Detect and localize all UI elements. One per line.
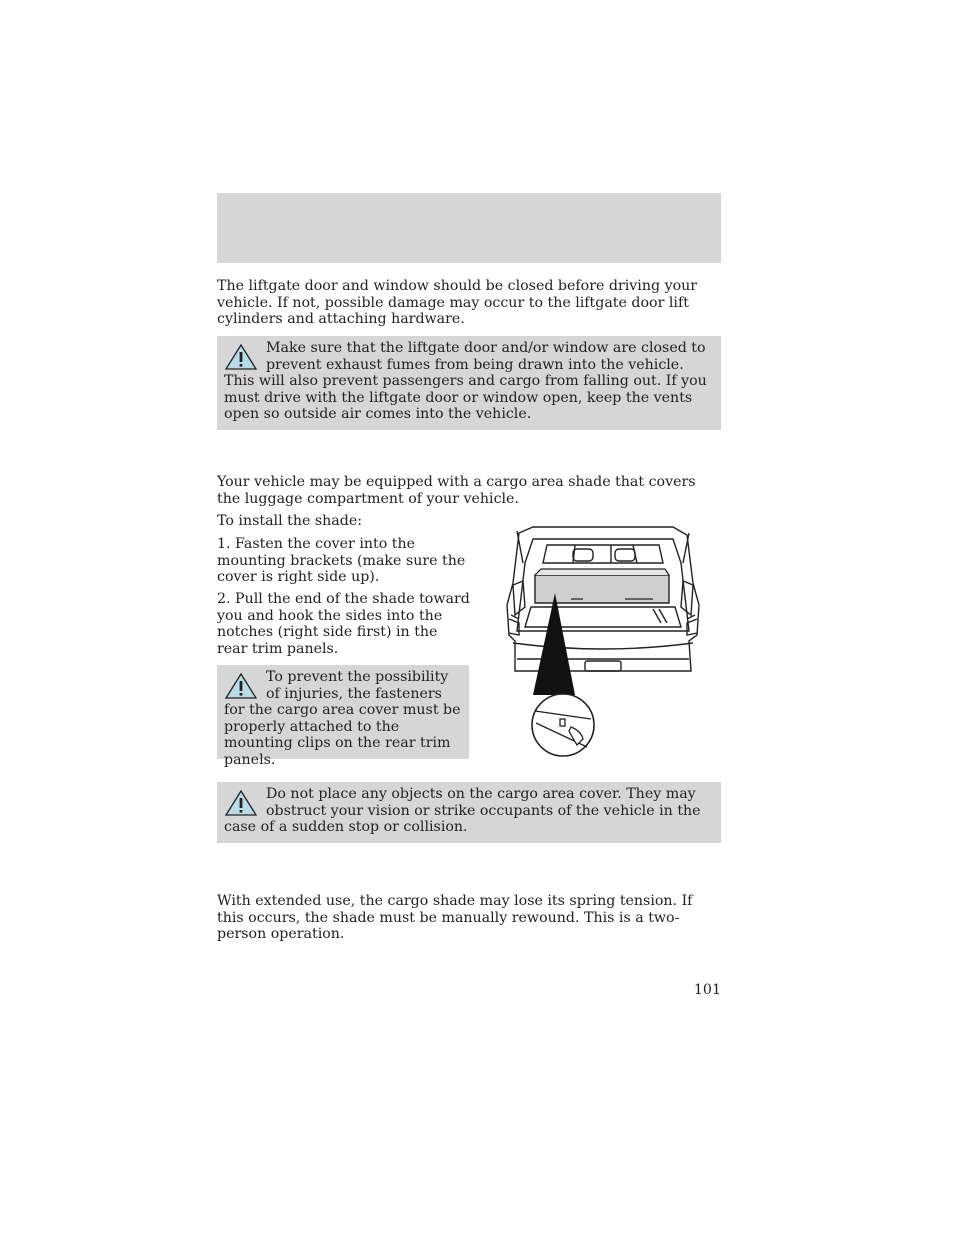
cargo-shade-illustration <box>503 523 703 759</box>
install-heading: To install the shade: <box>217 513 362 529</box>
rewind-paragraph: With extended use, the cargo shade may lose its spring tension. If this occurs, the shade must be manually rewound. This is a two-person operation. <box>217 893 693 942</box>
warning-triangle-icon <box>224 343 258 371</box>
step-1: 1. Fasten the cover into the mounting brackets (make sure the cover is right side up). <box>217 536 466 585</box>
step-2: 2. Pull the end of the shade toward you and hook the sides into the notches (right side first) in the rear trim panels. <box>217 591 470 657</box>
page-number: 101 <box>693 982 721 998</box>
warning-box-objects <box>217 782 721 843</box>
warning-triangle-icon <box>224 672 258 700</box>
warning-box-liftgate <box>217 336 721 430</box>
warning-text-fasteners: To prevent the possibility of injuries, the fasteners for the cargo area cover must be properly attached to the mounting clips on the rear trim panels. <box>224 669 461 768</box>
warning-triangle-icon <box>224 789 258 817</box>
warning-box-fasteners <box>217 665 469 768</box>
warning-text-objects: Do not place any objects on the cargo area cover. They may obstruct your vision or strike occupants of the vehicle in the case of a sudden stop or collision. <box>224 786 701 835</box>
cargo-intro-paragraph: Your vehicle may be equipped with a cargo area shade that covers the luggage compartment of your vehicle. <box>217 474 696 507</box>
section-header-band <box>217 193 721 263</box>
intro-paragraph: The liftgate door and window should be closed before driving your vehicle. If not, possible damage may occur to the liftgate door lift cylinders and attaching hardware. <box>217 278 698 327</box>
warning-text-liftgate: Make sure that the liftgate door and/or window are closed to prevent exhaust fumes from being drawn into the vehicle. This will also prevent passengers and cargo from falling out. If you must drive with the liftgate door or window open, keep the vents open so outside air comes into the vehicle. <box>224 340 707 422</box>
